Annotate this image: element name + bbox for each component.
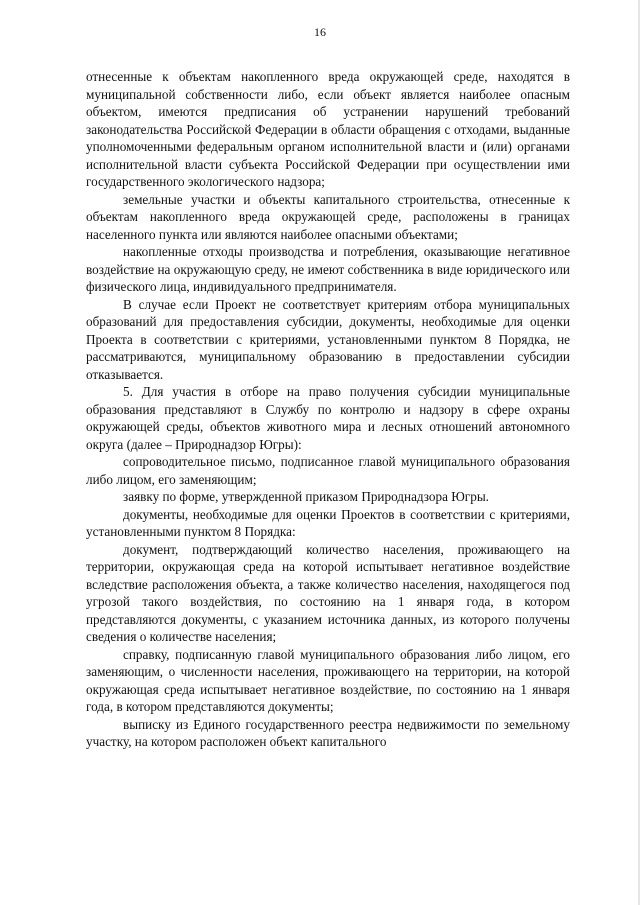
document-body [86, 68, 570, 751]
paragraph-project-criteria: В случае если Проект не соответствует критериям отбора муниципальных образований для предоставления субсидии, документы, необходимые для оценки Проекта в соответствии с критериями, установленными пунктом 8 Порядка, не рассматриваются, муниципальному образованию в предоставлении субсидии отказывается. [86, 296, 570, 382]
paragraph-item-5: 5. Для участия в отборе на право получения субсидии муниципальные образования представляют в Службу по контролю и надзору в сфере охраны окружающей среды, объектов животного мира и лесных отношений автономного округа (далее – Природнадзор Югры): [86, 384, 570, 452]
paragraph-population-document: документ, подтверждающий количество населения, проживающего на территории, окружающая среда на которой испытывает негативное воздействие вследствие расположения объекта, а также количество населения, находящегося под угрозой такого воздействия, по состоянию на 1 января года, в котором представляются документы, с указанием источника данных, из которого получены сведения о количестве населения; [86, 541, 570, 644]
paragraph-cover-letter: сопроводительное письмо, подписанное главой муниципального образования либо лицом, его заменяющим; [86, 454, 570, 487]
paragraph-accumulated-waste: накопленные отходы производства и потребления, оказывающие негативное воздействие на окружающую среду, не имеют собственника в виде юридического или физического лица, индивидуального предпринимателя. [86, 244, 570, 294]
paragraph-application: заявку по форме, утвержденной приказом Природнадзора Югры. [123, 489, 489, 504]
page-number: 16 [314, 25, 326, 39]
paragraph-registry-extract: выписку из Единого государственного реестра недвижимости по земельному участку, на котором расположен объект капитального [86, 716, 570, 749]
paragraph-land-plots: земельные участки и объекты капитального строительства, отнесенные к объектам накопленного вреда окружающей среде, расположены в границах населенного пункта или являются наиболее опасными объектами; [86, 191, 570, 242]
paragraph-population-certificate: справку, подписанную главой муниципального образования либо лицом, его заменяющим, о численности населения, проживающего на территории, на которой окружающая среда испытывает негативное воздействие, по состоянию на 1 января года, в котором представляются документы; [86, 646, 570, 714]
paragraph-continuation: отнесенные к объектам накопленного вреда окружающей среде, находятся в муниципальной собственности либо, если объект является наиболее опасным объектом, имеются предписания об устранении нарушений требований законодательства Российской Федерации в области обращения с отходами, выданные уполномоченными федеральным органом исполнительной власти и (или) органами исполнительной власти субъекта Российской Федерации при осуществлении ими государственного экологического надзора; [86, 69, 570, 189]
paragraph-documents: документы, необходимые для оценки Проектов в соответствии с критериями, установленными пунктом 8 Порядка: [86, 506, 570, 539]
